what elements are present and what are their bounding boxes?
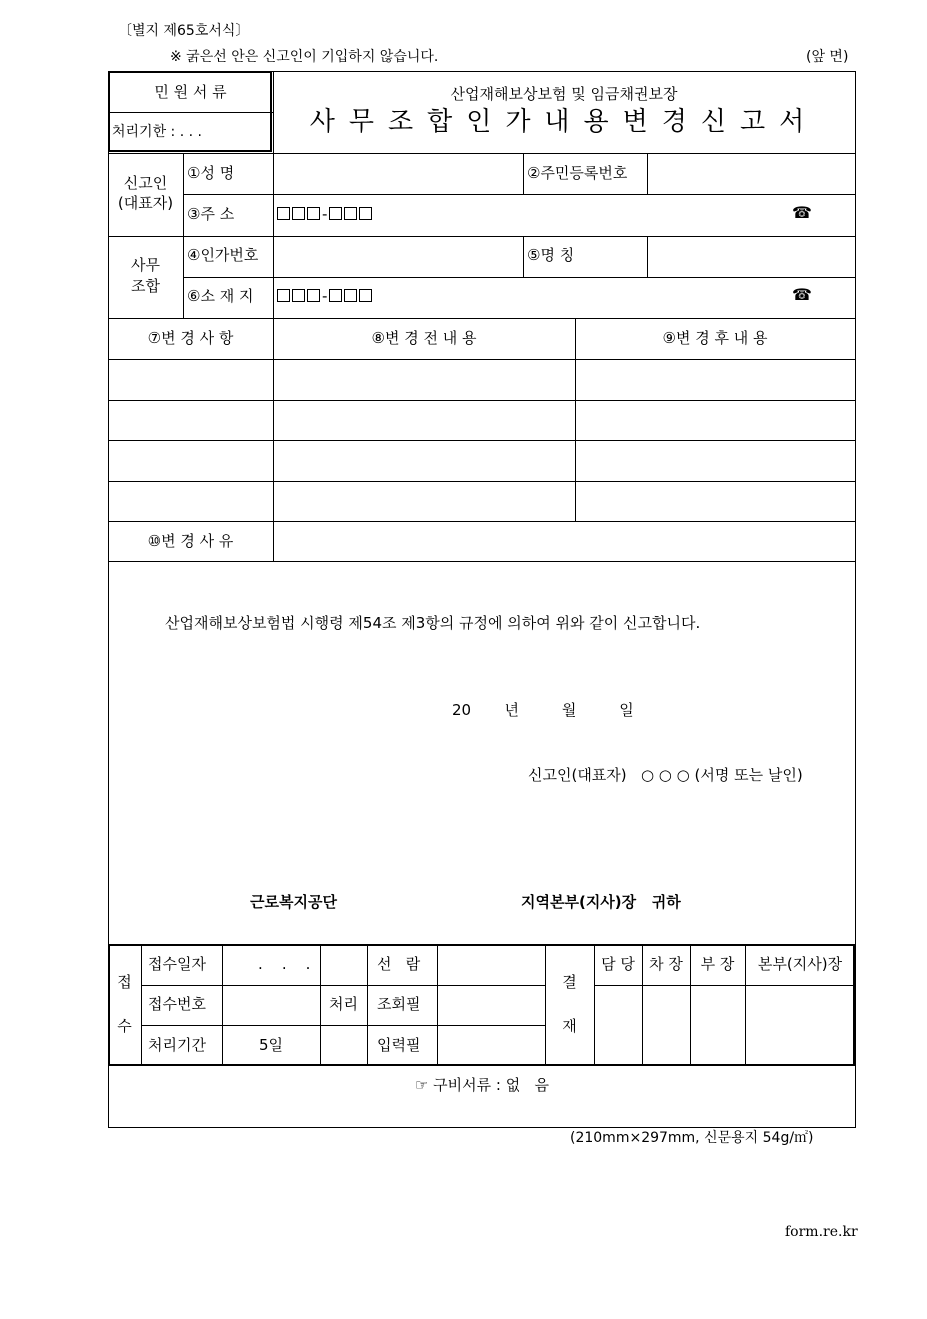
col-line — [273, 153, 274, 318]
phone-icon: ☎ — [792, 285, 812, 304]
row-line — [141, 1025, 545, 1026]
office-section-sublabel: 조합 — [131, 277, 160, 295]
site-watermark: form.re.kr — [785, 1224, 858, 1240]
col-line — [523, 236, 524, 277]
reporter-rrn-label: ②주민등록번호 — [527, 164, 628, 182]
after-content-header: ⑨변 경 후 내 용 — [662, 329, 768, 347]
approver-staff: 담 당 — [601, 955, 635, 973]
required-documents: ☞ 구비서류 : 없 음 — [414, 1076, 550, 1094]
input-check-label: 입력필 — [377, 1036, 421, 1054]
postal-box — [329, 207, 342, 220]
doc-box-divider — [108, 112, 273, 113]
reporter-name-field[interactable] — [275, 155, 522, 193]
recipient-title: 지역본부(지사)장 귀하 — [521, 893, 681, 911]
change-reason-label: ⑩변 경 사 유 — [147, 532, 234, 550]
reporter-section-label: 신고인 — [123, 174, 168, 192]
col-line — [647, 236, 648, 277]
office-name-field[interactable] — [649, 238, 854, 276]
approver-deputy: 차 장 — [649, 955, 683, 973]
before-content-header: ⑧변 경 전 내 용 — [371, 329, 477, 347]
declaration-date[interactable]: 20 년 월 일 — [452, 701, 634, 719]
approval-label: 결 — [562, 973, 577, 991]
page-side-label: (앞 면) — [806, 49, 849, 65]
processing-label: 처리 — [329, 995, 358, 1013]
col-line — [523, 153, 524, 194]
form-number: 〔별지 제65호서식〕 — [118, 23, 250, 39]
postal-dash: - — [322, 205, 328, 223]
postal-box — [292, 289, 305, 302]
processing-period-label: 처리기간 — [148, 1036, 206, 1054]
reporter-rrn-field[interactable] — [649, 155, 854, 193]
form-title: 사무조합인가내용변경신고서 — [309, 107, 819, 137]
notice-text: ※ 굵은선 안은 신고인이 기입하지 않습니다. — [170, 49, 439, 65]
postal-box — [307, 289, 320, 302]
permit-number-label: ④인가번호 — [187, 246, 259, 264]
row-line — [183, 277, 856, 278]
postal-dash: - — [322, 287, 328, 305]
processing-period-value: 5일 — [258, 1036, 284, 1054]
row-line — [108, 318, 856, 319]
reporter-postal-code[interactable] — [277, 207, 374, 222]
postal-box — [277, 289, 290, 302]
col-line — [647, 153, 648, 194]
row-line — [183, 194, 856, 195]
approval-sublabel: 재 — [562, 1017, 577, 1035]
reporter-address-label: ③주 소 — [187, 205, 235, 223]
receipt-side-sublabel: 수 — [117, 1017, 132, 1035]
col-line — [367, 945, 368, 1065]
approver-manager: 부 장 — [700, 955, 735, 973]
col-line — [437, 945, 438, 1065]
postal-box — [292, 207, 305, 220]
change-item-cell[interactable] — [109, 441, 273, 481]
row-line — [108, 236, 856, 237]
after-content-cell[interactable] — [576, 482, 855, 521]
change-item-cell[interactable] — [109, 360, 273, 400]
permit-number-field[interactable] — [275, 238, 522, 276]
change-item-header: ⑦변 경 사 항 — [147, 329, 234, 347]
col-line — [141, 945, 142, 1065]
office-location-label: ⑥소 재 지 — [187, 287, 254, 305]
office-section-label: 사무 — [131, 256, 160, 274]
form-subtitle: 산업재해보상보험 및 임금채권보장 — [450, 85, 678, 103]
before-content-cell[interactable] — [274, 360, 575, 400]
change-item-cell[interactable] — [109, 401, 273, 440]
declaration-statement: 산업재해보상보험법 시행령 제54조 제3항의 규정에 의하여 위와 같이 신고합니다. — [165, 614, 701, 632]
row-line — [108, 153, 856, 154]
postal-box — [344, 207, 357, 220]
receipt-date-value: . . . — [258, 955, 311, 973]
row-line — [108, 561, 856, 562]
col-line — [545, 945, 546, 1065]
after-content-cell[interactable] — [576, 401, 855, 440]
before-content-cell[interactable] — [274, 401, 575, 440]
postal-box — [359, 289, 372, 302]
recipient-organization: 근로복지공단 — [250, 893, 337, 911]
deadline-label: 처리기한 : . . . — [112, 124, 202, 140]
office-name-label: ⑤명 칭 — [527, 246, 575, 264]
before-content-cell[interactable] — [274, 441, 575, 481]
reporter-section-sublabel: (대표자) — [117, 194, 174, 212]
col-line — [183, 153, 184, 318]
approver-head: 본부(지사)장 — [757, 955, 843, 973]
postal-box — [344, 289, 357, 302]
phone-icon: ☎ — [792, 203, 812, 222]
inquiry-check-label: 조회필 — [377, 995, 421, 1013]
signer-line[interactable]: 신고인(대표자) ○ ○ ○ (서명 또는 날인) — [528, 766, 803, 784]
after-content-cell[interactable] — [576, 441, 855, 481]
office-postal-code[interactable] — [277, 289, 374, 304]
postal-box — [359, 207, 372, 220]
col-line — [273, 71, 274, 153]
receipt-number-label: 접수번호 — [148, 995, 206, 1013]
change-item-cell[interactable] — [109, 482, 273, 521]
row-line — [594, 985, 855, 986]
row-line — [141, 985, 545, 986]
reporter-name-label: ①성 명 — [187, 164, 235, 182]
receipt-date-label: 접수일자 — [148, 955, 206, 973]
review-label: 선 람 — [377, 955, 421, 973]
postal-box — [307, 207, 320, 220]
receipt-side-label: 접 — [117, 973, 132, 991]
before-content-cell[interactable] — [274, 482, 575, 521]
postal-box — [329, 289, 342, 302]
outer-right-border — [855, 71, 856, 1128]
paper-spec: (210mm×297mm, 신문용지 54g/㎡) — [570, 1130, 814, 1146]
after-content-cell[interactable] — [576, 360, 855, 400]
change-reason-field[interactable] — [274, 522, 855, 561]
postal-box — [277, 207, 290, 220]
outer-bottom-border — [108, 1127, 856, 1128]
document-type-label: 민 원 서 류 — [154, 83, 227, 101]
